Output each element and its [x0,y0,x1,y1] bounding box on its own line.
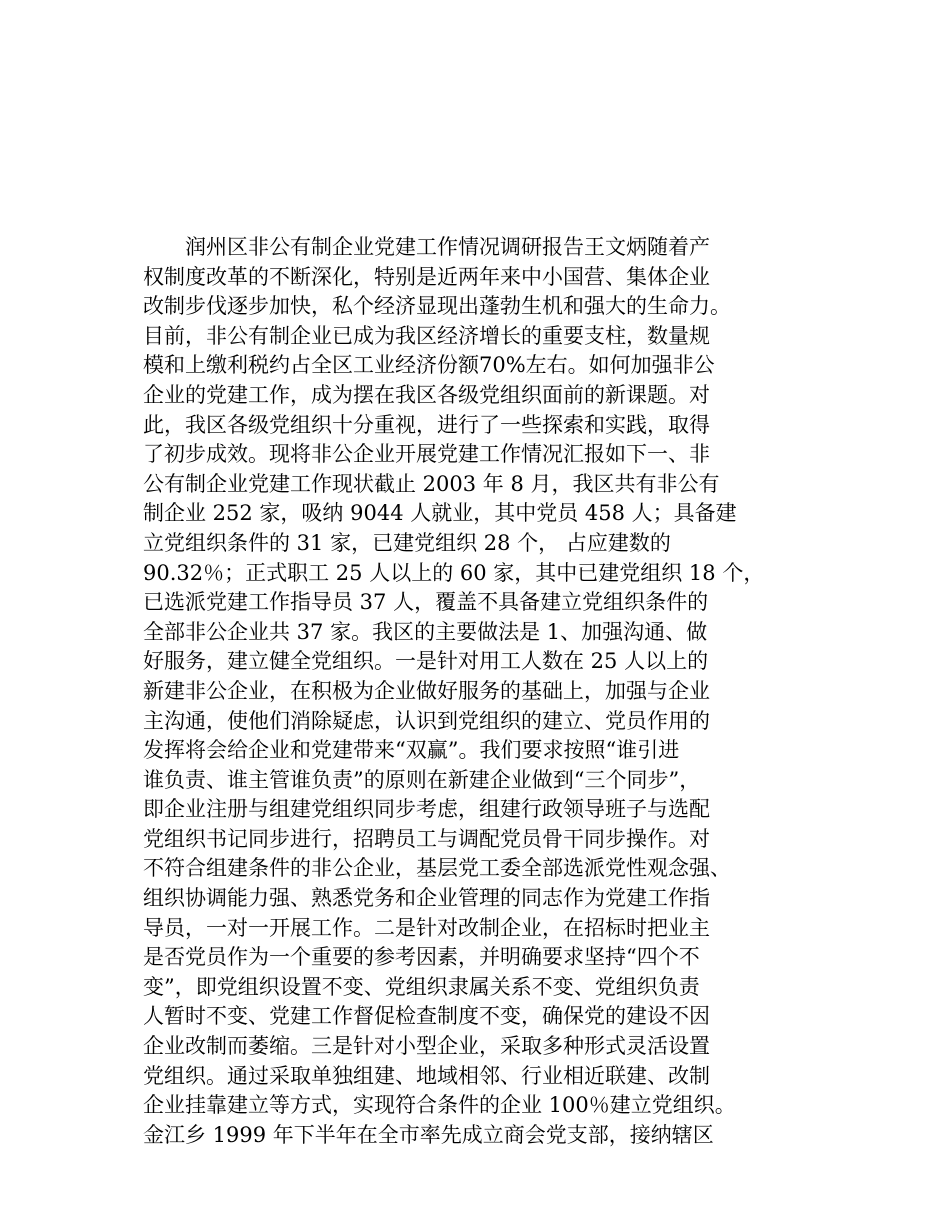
text-line: 即企业注册与组建党组织同步考虑，组建行政领导班子与选配 [143,797,710,822]
text-line: 是否党员作为一个重要的参考因素，并明确要求坚持“四个不 [143,945,700,970]
text-line: 人暂时不变、党建工作督促检查制度不变，确保党的建设不因 [143,1004,710,1029]
text-line: 权制度改革的不断深化，特别是近两年来中小国营、集体企业 [143,264,710,289]
text-line: 制企业 252 家，吸纳 9044 人就业，其中党员 458 人；具备建 [143,501,737,526]
text-line: 润州区非公有制企业党建工作情况调研报告王文炳随着产 [143,235,710,259]
text-line: 好服务，建立健全党组织。一是针对用工人数在 25 人以上的 [143,649,709,674]
text-line: 了初步成效。现将非公企业开展党建工作情况汇报如下一、非 [143,442,710,467]
text-line: 改制步伐逐步加快，私个经济显现出蓬勃生机和强大的生命力。 [143,294,731,319]
body-text [143,233,823,1150]
text-line: 企业的党建工作，成为摆在我区各级党组织面前的新课题。对 [143,382,710,407]
text-line: 全部非公企业共 37 家。我区的主要做法是 1、加强沟通、做 [143,619,708,644]
text-line: 立党组织条件的 31 家，已建党组织 28 个， 占应建数的 [143,530,671,555]
text-line: 主沟通，使他们消除疑虑，认识到党组织的建立、党员作用的 [143,708,710,733]
text-line: 模和上缴利税约占全区工业经济份额70%左右。如何加强非公 [143,353,715,378]
text-line: 党组织书记同步进行，招聘员工与调配党员骨干同步操作。对 [143,826,710,851]
text-line: 金江乡 1999 年下半年在全市率先成立商会党支部，接纳辖区 [143,1122,714,1147]
text-line: 企业改制而萎缩。三是针对小型企业，采取多种形式灵活设置 [143,1034,710,1059]
text-line: 导员，一对一开展工作。二是针对改制企业，在招标时把业主 [143,915,710,940]
text-line: 90.32％；正式职工 25 人以上的 60 家，其中已建党组织 18 个， [143,560,765,585]
text-line: 谁负责、谁主管谁负责”的原则在新建企业做到“三个同步”， [143,767,701,792]
text-line: 发挥将会给企业和党建带来“双赢”。我们要求按照“谁引进 [143,738,680,763]
text-line: 不符合组建条件的非公企业，基层党工委全部选派党性观念强、 [143,856,731,881]
text-line: 目前，非公有制企业已成为我区经济增长的重要支柱，数量规 [143,323,710,348]
text-line: 新建非公企业，在积极为企业做好服务的基础上，加强与企业 [143,678,710,703]
text-line: 已选派党建工作指导员 37 人，覆盖不具备建立党组织条件的 [143,590,709,615]
text-line: 此，我区各级党组织十分重视，进行了一些探索和实践，取得 [143,412,710,437]
text-line: 企业挂靠建立等方式，实现符合条件的企业 100％建立党组织。 [143,1093,736,1118]
text-line: 公有制企业党建工作现状截止 2003 年 8 月，我区共有非公有 [143,471,720,496]
text-line: 变”，即党组织设置不变、党组织隶属关系不变、党组织负责 [143,974,700,999]
text-line: 组织协调能力强、熟悉党务和企业管理的同志作为党建工作指 [143,886,710,911]
text-line: 党组织。通过采取单独组建、地域相邻、行业相近联建、改制 [143,1063,710,1088]
